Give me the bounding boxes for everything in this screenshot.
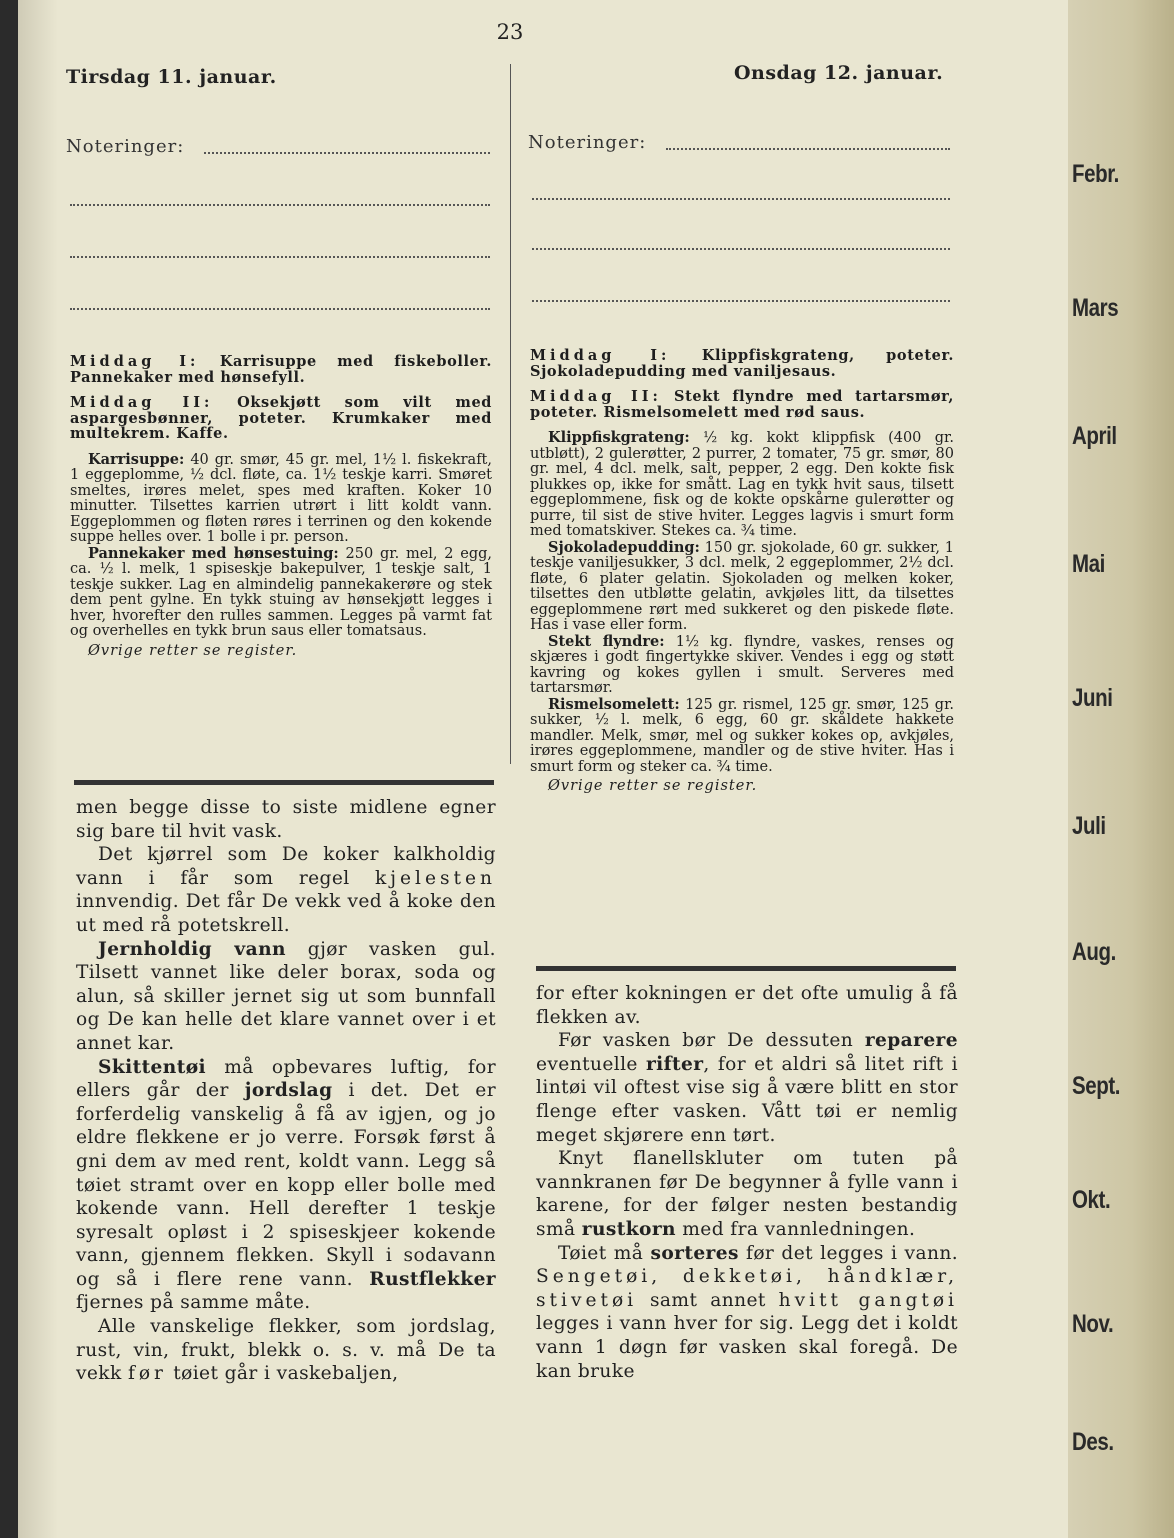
left-recipe2-title: Pannekaker med hønsestuing: xyxy=(88,544,339,562)
left-notes-line-4[interactable] xyxy=(70,308,490,310)
right-recipe2-text: 150 gr. sjokolade, 60 gr. sukker, 1 teskje vaniljesukker, 3 dcl. melk, 2 eggeplommer, 2½ dcl. fløte, 6 plater gelatin. Sjokoladen og melken koker, tilsettes den utbløtte gelatin, avkjøles litt, da tilsettes eggeplommene rørt med sukkeret og den piskede fløte. Has i vase eller form. xyxy=(530,539,955,633)
left-menu2-text: Oksekjøtt som vilt med aspargesbønner, poteter. Krumkaker med multekrem. Kaffe. xyxy=(70,394,493,442)
left-paragraph-4: Skittentøi må opbevares luftig, for ellers går der jordslag i det. Det er forferdelig vanskelig å få av igjen, og jo eldre flekkene er jo verre. Forsøk først å gni dem av med rent, koldt vann. Legg så tøiet stramt over en kopp eller bolle med kokende vann. Hell derefter 1 teskje syresalt opløst i 2 spiseskjeer kokende vann, gjennem flekken. Skyll i sodavann og så i flere rene vann. Rustflekker fjernes på samme måte. xyxy=(76,1056,497,1314)
tab-may[interactable]: Mai xyxy=(1072,550,1105,578)
left-menu1-label: Middag I: xyxy=(70,353,200,370)
right-other-dishes: Øvrige retter se register. xyxy=(548,778,758,794)
right-notes-line-3[interactable] xyxy=(532,248,950,250)
left-section-rule xyxy=(74,780,494,785)
right-recipes xyxy=(530,348,954,795)
left-paragraph-3: Jernholdig vann gjør vasken gul. Tilsett vannet like deler borax, soda og alun, så skiller jernet sig ut som bunnfall og De kan helle det klare vannet over i et annet kar. xyxy=(76,938,496,1054)
right-menu2-text: Stekt flyndre med tartarsmør, poteter. Rismelsomelett med rød saus. xyxy=(530,388,954,421)
left-recipe1-text: 40 gr. smør, 45 gr. mel, 1½ l. fiskekraft, 1 eggeplomme, ½ dcl. fløte, ca. 1½ teskje karri. Smøret smeltes, irøres melet, spes med kraften. Koker 10 minutter. Tilsettes karrien utrørt i litt koldt vann. Eggeplommen og fløten røres i terrinen og den kokende suppe helles over. 1 bolle i pr. person. xyxy=(70,451,492,545)
month-index-tabs xyxy=(1068,0,1174,1538)
tab-december[interactable]: Des. xyxy=(1072,1428,1114,1456)
left-paragraph-1: men begge disse to siste midlene egner sig bare til hvit vask. xyxy=(76,797,496,842)
right-notes-line-2[interactable] xyxy=(532,198,950,200)
left-day-heading: Tirsdag 11. januar. xyxy=(66,66,277,88)
tab-february[interactable]: Febr. xyxy=(1072,160,1119,188)
left-menu1-text: Karrisuppe med fiskeboller. Pannekaker med hønsefyll. xyxy=(70,353,492,386)
left-notes-line-2[interactable] xyxy=(70,204,490,206)
right-recipe4-title: Rismelsomelett: xyxy=(548,695,680,713)
right-paragraph-2: Før vasken bør De dessuten reparere eventuelle rifter, for et aldri så litet rift i lintøi vil oftest vise sig å være blitt en stor flenge efter vasken. Vått tøi er nemlig meget skjørere enn tørt. xyxy=(536,1030,958,1146)
page-gutter-shadow xyxy=(18,0,58,1538)
right-notes-line-4[interactable] xyxy=(532,300,950,302)
right-section-rule xyxy=(536,966,956,971)
left-paragraph-5: Alle vanskelige flekker, som jordslag, rust, vin, frukt, blekk o. s. v. må De ta vekk før tøiet går i vaskebaljen, xyxy=(76,1316,496,1385)
right-body-text xyxy=(536,982,958,1383)
right-menu2-label: Middag II: xyxy=(530,388,662,405)
right-paragraph-1: for efter kokningen er det ofte umulig å få flekken av. xyxy=(536,983,958,1028)
right-recipe2-title: Sjokoladepudding: xyxy=(548,538,700,556)
right-recipe3-text: 1½ kg. flyndre, vaskes, renses og skjæres i godt fingertykke skiver. Vendes i egg og støtt kavring og kokes gyllen i smult. Serveres med tartarsmør. xyxy=(530,633,954,696)
left-other-dishes: Øvrige retter se register. xyxy=(88,642,298,659)
left-notes-line-3[interactable] xyxy=(70,256,490,258)
left-notes-line-1[interactable] xyxy=(204,152,490,154)
right-menu1-label: Middag I: xyxy=(530,347,671,364)
left-recipe2-text: 250 gr. mel, 2 egg, ca. ½ l. melk, 1 spiseskje bakepulver, 1 teskje salt, 1 teskje sukker. Lag en almindelig pannekakerøre og stek dem pent gylne. En tykk stuing av hønsekjøtt legges i hver, hvorefter den rulles sammen. Legges på varmt fat og overhelles en tykk brun saus eller tomatsaus. xyxy=(70,545,493,639)
tab-march[interactable]: Mars xyxy=(1072,294,1119,322)
right-recipe1-title: Klippfiskgrateng: xyxy=(548,429,690,446)
tab-october[interactable]: Okt. xyxy=(1072,1186,1111,1214)
left-menu2-label: Middag II: xyxy=(70,394,214,411)
page-number: 23 xyxy=(496,20,524,44)
tab-september[interactable]: Sept. xyxy=(1072,1072,1121,1100)
tab-august[interactable]: Aug. xyxy=(1072,938,1116,966)
tab-july[interactable]: Juli xyxy=(1072,812,1106,840)
right-recipe4-text: 125 gr. rismel, 125 gr. smør, 125 gr. sukker, ½ l. melk, 6 egg, 60 gr. skåldete hakkete mandler. Melk, smør, mel og sukker kokes op, avkjøles, irøres eggeplommene, mandler og de stive hviter. Has i smurt form og steker ca. ¾ time. xyxy=(530,696,955,775)
right-notes-line-1[interactable] xyxy=(666,148,950,150)
tab-november[interactable]: Nov. xyxy=(1072,1310,1114,1338)
left-recipes xyxy=(70,354,492,659)
left-notes-label: Noteringer: xyxy=(66,136,185,157)
tab-june[interactable]: Juni xyxy=(1072,684,1113,712)
left-body-text xyxy=(76,796,496,1386)
right-menu1-text: Klippfiskgrateng, poteter. Sjokoladepudding med vaniljesaus. xyxy=(530,347,954,380)
right-recipe3-title: Stekt flyndre: xyxy=(548,632,665,650)
left-recipe1-title: Karrisuppe: xyxy=(88,450,185,468)
right-paragraph-4: Tøiet må sorteres før det legges i vann. Sengetøi, dekketøi, håndklær, stivetøi samt annet hvitt gangtøi legges i vann hver for sig. Legg det i koldt vann 1 døgn før vasken skal foregå. De kan bruke xyxy=(536,1242,959,1382)
right-paragraph-3: Knyt flanellskluter om tuten på vannkranen før De begynner å fylle vann i karene, for der følger nesten bestandig små rustkorn med fra vannledningen. xyxy=(536,1148,958,1240)
left-paragraph-2: Det kjørrel som De koker kalkholdig vann i får som regel kjelesten innvendig. Det får De vekk ved å koke den ut med rå potetskrell. xyxy=(76,844,496,936)
right-notes-label: Noteringer: xyxy=(528,132,647,153)
column-divider xyxy=(510,64,511,764)
tab-april[interactable]: April xyxy=(1072,422,1117,450)
right-recipe1-text: ½ kg. kokt klippfisk (400 gr. utbløtt), 2 gulerøtter, 2 purrer, 2 tomater, 75 gr. smør, 80 gr. mel, 4 dcl. melk, salt, pepper, 2 egg. Den kokte fisk plukkes op, ikke for smått. Lag en tykk hvit saus, tilsett eggeplommene, fisk og de kokte opskårne gulerøtter og purre, til sist de stive hviter. Legges lagvis i smurt form med tomatskiver. Stekes ca. ¾ time. xyxy=(530,430,955,539)
right-day-heading: Onsdag 12. januar. xyxy=(734,62,944,84)
